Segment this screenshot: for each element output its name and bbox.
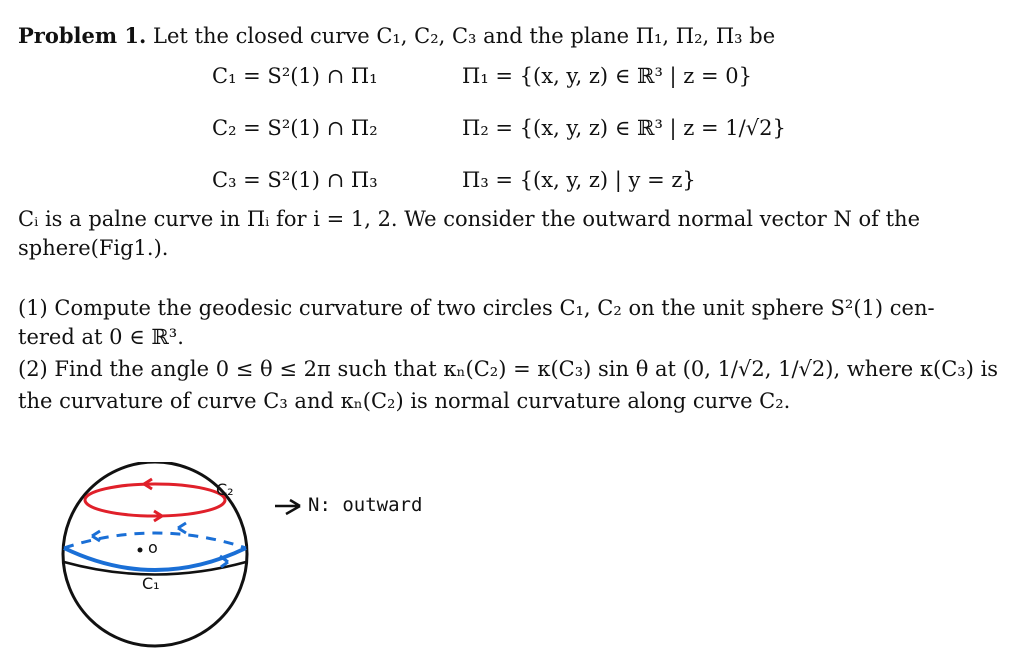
problem-heading: Problem 1. [18, 23, 147, 48]
c1-arrow-back-left [92, 531, 100, 541]
label-normal: N: outward [308, 494, 423, 516]
equation-c2: C₂ = S²(1) ∩ Π₂ [212, 116, 378, 140]
paragraph-line-1: Cᵢ is a palne curve in Πᵢ for i = 1, 2. We consider the outward normal vector N of the [18, 207, 920, 231]
sphere-figure [50, 462, 470, 656]
label-origin: o [148, 538, 158, 557]
equation-c1: C₁ = S²(1) ∩ Π₁ [212, 64, 378, 88]
part2-line-1: (2) Find the angle 0 ≤ θ ≤ 2π such that κₙ(C₂) = κ(C₃) sin θ at (0, 1/√2, 1/√2), where κ(C₃) is [18, 357, 999, 381]
equation-pi1: Π₁ = {(x, y, z) ∈ ℝ³ | z = 0} [462, 64, 753, 88]
label-c1: C₁ [142, 574, 160, 593]
part2-line-2: the curvature of curve C₃ and κₙ(C₂) is normal curvature along curve C₂. [18, 389, 791, 413]
equation-c3: C₃ = S²(1) ∩ Π₃ [212, 168, 378, 192]
paragraph-line-2: sphere(Fig1.). [18, 236, 169, 260]
c1-arrow-back-right [178, 523, 186, 533]
normal-arrow [275, 500, 300, 514]
equation-pi3: Π₃ = {(x, y, z) | y = z} [462, 168, 696, 192]
part1-line-1: (1) Compute the geodesic curvature of two circles C₁, C₂ on the unit sphere S²(1) cen- [18, 296, 935, 320]
label-c2: C₂ [216, 480, 234, 499]
sphere-diagram [50, 462, 470, 652]
equation-pi2: Π₂ = {(x, y, z) ∈ ℝ³ | z = 1/√2} [462, 116, 786, 140]
problem-intro [18, 22, 775, 50]
origin-dot [138, 548, 143, 553]
part1-line-2: tered at 0 ∈ ℝ³. [18, 325, 184, 349]
problem-intro-text: Let the closed curve C₁, C₂, C₃ and the plane Π₁, Π₂, Π₃ be [153, 24, 776, 48]
